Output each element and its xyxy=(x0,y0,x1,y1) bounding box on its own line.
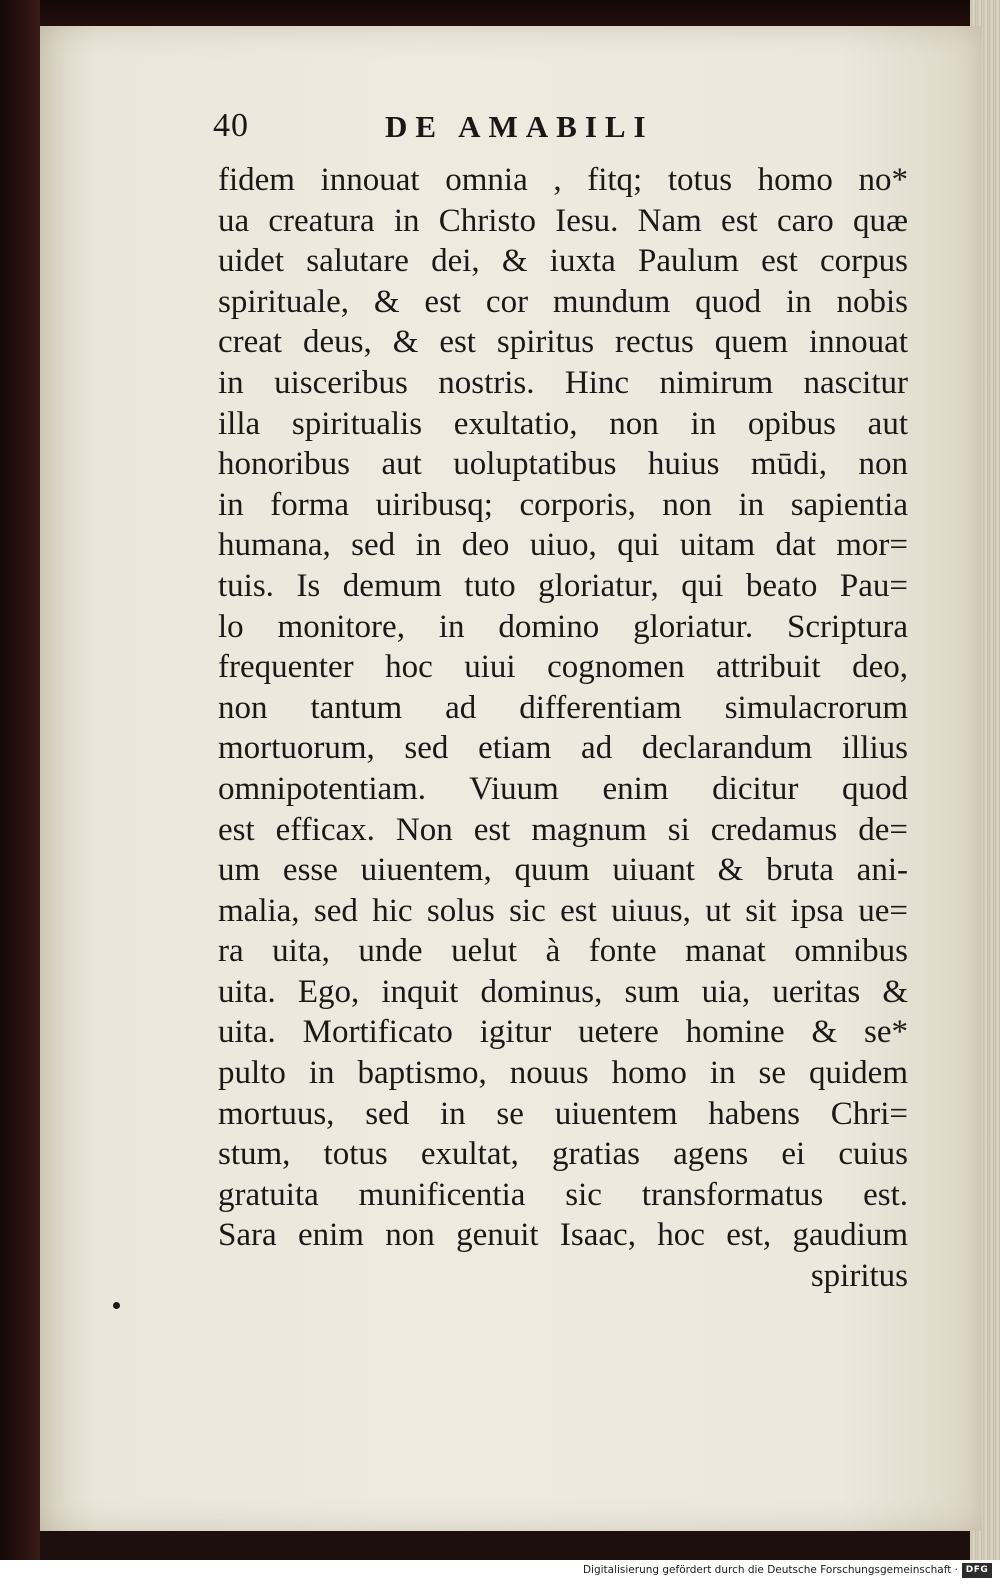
text-line: ua creatura in Christo Iesu. Nam est caro quæ xyxy=(218,202,908,239)
text-line: uita. Ego, inquit dominus, sum uia, ueritas & xyxy=(218,973,908,1010)
ink-speck xyxy=(113,1302,120,1309)
catchword: spiritus xyxy=(810,1258,908,1295)
text-line: ra uita, unde uelut à fonte manat omnibus xyxy=(218,933,908,970)
text-line: um esse uiuentem, quum uiuant & bruta ani- xyxy=(218,852,908,889)
text-line: tuis. Is demum tuto gloriatur, qui beato Pau= xyxy=(218,567,908,604)
text-line: est efficax. Non est magnum si credamus de= xyxy=(218,811,908,848)
text-line: mortuus, sed in se uiuentem habens Chri= xyxy=(218,1095,908,1132)
text-line: malia, sed hic solus sic est uiuus, ut sit ipsa ue= xyxy=(218,892,908,929)
body-text xyxy=(218,160,908,1297)
text-line: frequenter hoc uiui cognomen attribuit deo, xyxy=(218,649,908,686)
text-line: creat deus, & est spiritus rectus quem innouat xyxy=(218,324,908,361)
page-number: 40 xyxy=(213,107,249,144)
text-line: non tantum ad differentiam simulacrorum xyxy=(218,689,908,726)
text-line: spirituale, & est cor mundum quod in nobis xyxy=(218,283,908,320)
text-line: honoribus aut uoluptatibus huius mūdi, non xyxy=(218,446,908,483)
text-line: omnipotentiam. Viuum enim dicitur quod xyxy=(218,770,908,807)
text-line: mortuorum, sed etiam ad declarandum illius xyxy=(218,730,908,767)
dfg-logo: DFG xyxy=(962,1563,992,1578)
page-header xyxy=(213,107,743,147)
text-line: humana, sed in deo uiuo, qui uitam dat mor= xyxy=(218,527,908,564)
text-line: gratuita munificentia sic transformatus est. xyxy=(218,1176,908,1213)
text-line: uita. Mortificato igitur uetere homine & se* xyxy=(218,1014,908,1051)
text-line: uidet salutare dei, & iuxta Paulum est corpus xyxy=(218,243,908,280)
text-line: in uisceribus nostris. Hinc nimirum nascitur xyxy=(218,364,908,401)
book-edge-left xyxy=(0,0,40,1560)
text-line: fidem innouat omnia , fitq; totus homo no* xyxy=(218,162,908,198)
running-head: DE AMABILI xyxy=(385,109,654,144)
text-line: illa spiritualis exultatio, non in opibus aut xyxy=(218,405,908,442)
text-line: in forma uiribusq; corporis, non in sapientia xyxy=(218,486,908,523)
book-edge-top xyxy=(0,0,1000,28)
text-line: pulto in baptismo, nouus homo in se quidem xyxy=(218,1055,908,1092)
text-line: stum, totus exultat, gratias agens ei cuius xyxy=(218,1136,908,1173)
text-line: Sara enim non genuit Isaac, hoc est, gaudium xyxy=(218,1217,908,1254)
digitization-credit: Digitalisierung gefördert durch die Deutsche Forschungsgemeinschaft · xyxy=(582,1564,958,1576)
text-line: lo monitore, in domino gloriatur. Scriptura xyxy=(218,608,908,645)
